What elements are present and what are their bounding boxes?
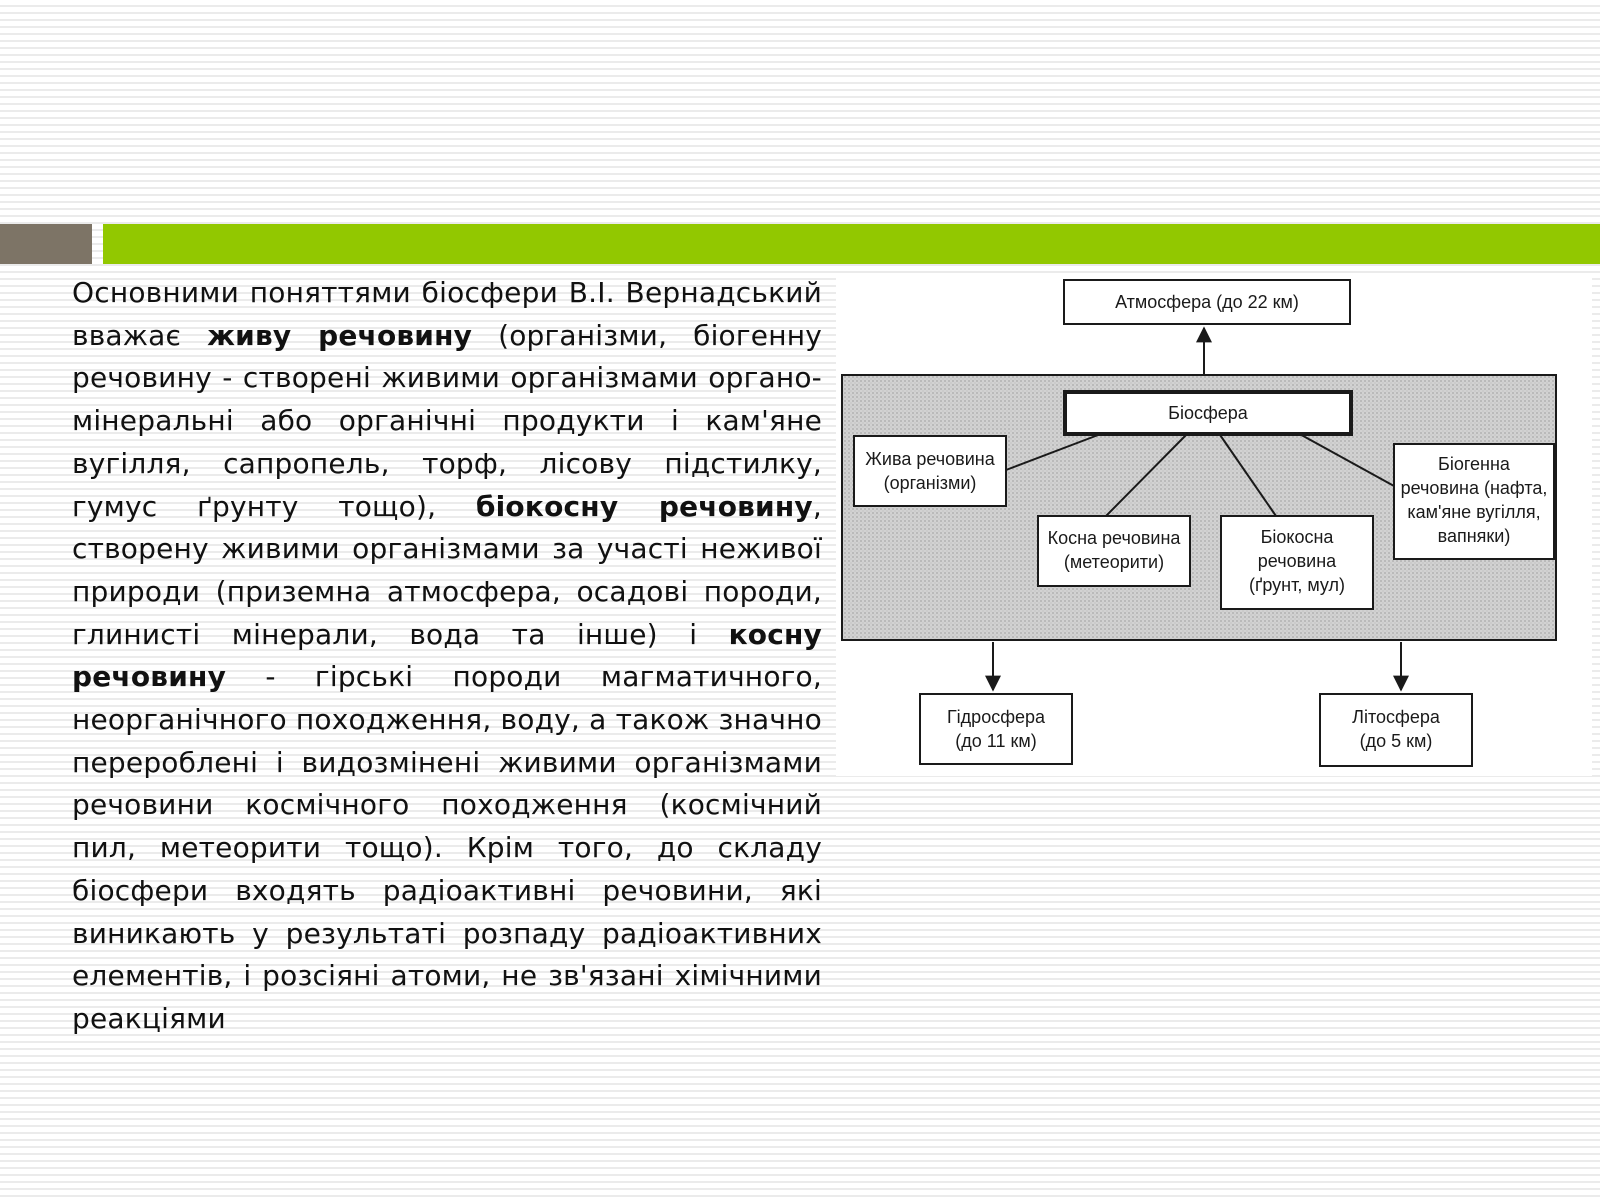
hydrosphere-line-1: Гідросфера	[946, 707, 1046, 727]
lithosphere-line-1: Літосфера	[1352, 707, 1440, 727]
biogenic-line-1: Біогенна	[1438, 454, 1510, 474]
biosphere-diagram	[836, 276, 1592, 776]
atmosphere-box	[1064, 280, 1350, 324]
inert-matter-box	[1038, 516, 1190, 586]
main-paragraph	[72, 272, 822, 1041]
biogenic-line-3: кам'яне вугілля,	[1407, 502, 1541, 522]
key-term: біокосну речовину	[475, 489, 813, 523]
living-matter-line-2: (організми)	[883, 473, 977, 493]
paragraph-segment: (організми, біогенну речовину - створені живими організмами органо-мінеральні або органічні продукти і кам'яне вугілля, сапропель, торф, лісову підстилку, гумус ґрунту тощо),	[72, 318, 823, 523]
atmosphere-label: Атмосфера (до 22 км)	[1115, 292, 1299, 312]
biogenic-line-2: речовина (нафта,	[1400, 478, 1548, 498]
lithosphere-box	[1320, 694, 1472, 766]
hydrosphere-line-2: (до 11 км)	[955, 731, 1037, 751]
bioinert-line-2: речовина	[1257, 551, 1337, 571]
inert-line-1: Косна речовина	[1047, 528, 1181, 548]
biogenic-line-4: вапняки)	[1437, 526, 1511, 546]
key-term: косну речовину	[72, 617, 822, 694]
hydrosphere-box	[920, 694, 1072, 764]
bioinert-line-1: Біокосна	[1260, 527, 1334, 547]
title-bar-left-block	[0, 224, 92, 264]
living-matter-box	[854, 436, 1006, 506]
paragraph-segment: , створену живими організмами за участі неживої природи (приземна атмосфера, осадові породи, глинисті мінерали, вода та інше) і	[72, 489, 822, 651]
paragraph-segment: Основними поняттями біосфери В.І. Вернадський вважає	[72, 276, 822, 352]
bioinert-line-3: (ґрунт, мул)	[1248, 575, 1346, 595]
biogenic-matter-box	[1394, 444, 1554, 559]
biosphere-label: Біосфера	[1168, 403, 1248, 423]
paragraph-segment: - гірські породи магматичного, неорганічного походження, воду, а також значно перероблені і видозмінені живими організмами речовини космічного походження (космічний пил, метеорити тощо). Крім того, до складу біосфери входять радіоактивні речовини, які виникають у результаті розпаду радіоактивних елементів, і розсіяні атоми, не зв'язані хімічними реакціями	[72, 660, 822, 1035]
key-term: живу речовину	[207, 318, 473, 352]
lithosphere-line-2: (до 5 км)	[1359, 731, 1433, 751]
bioinert-matter-box	[1221, 516, 1373, 609]
living-matter-line-1: Жива речовина	[865, 449, 995, 469]
title-bar-accent	[103, 224, 1600, 264]
biosphere-box	[1065, 392, 1351, 434]
inert-line-2: (метеорити)	[1063, 552, 1165, 572]
